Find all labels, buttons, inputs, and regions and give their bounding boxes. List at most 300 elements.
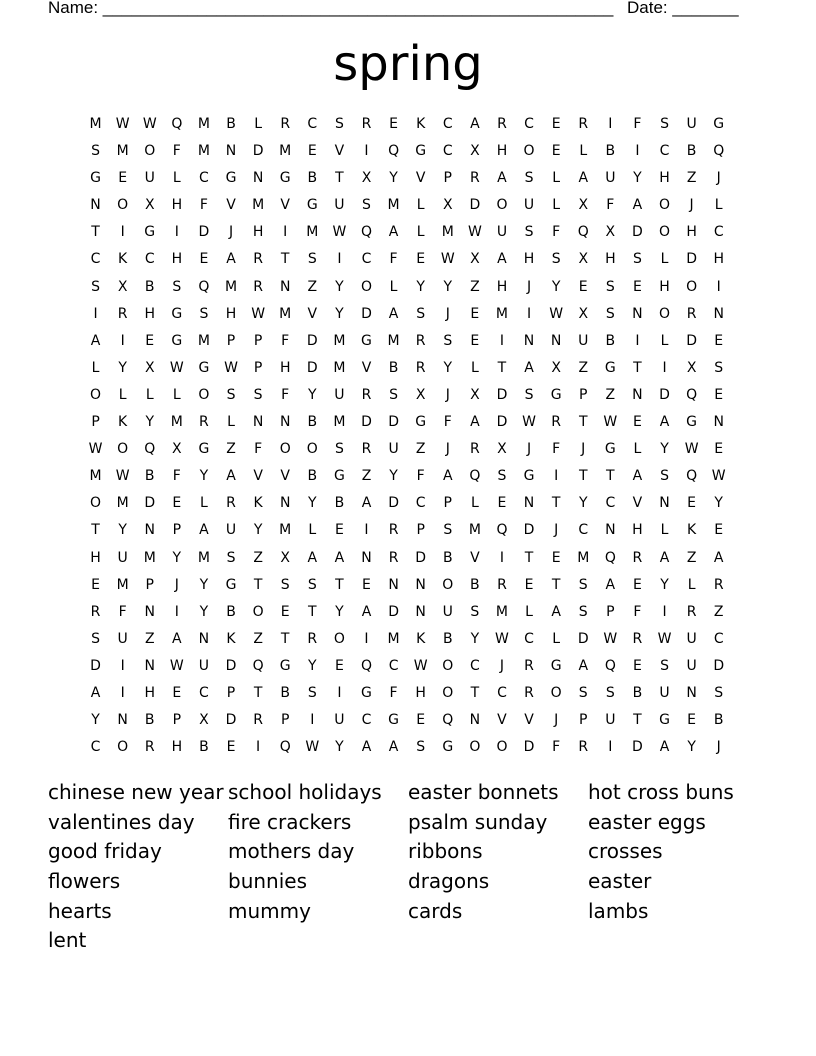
grid-cell: S xyxy=(443,332,453,349)
grid-cell: M xyxy=(333,414,346,431)
word-list-item: lent xyxy=(48,928,87,953)
grid-cell: E xyxy=(389,116,398,132)
grid-cell: A xyxy=(632,468,643,485)
grid-cell: U xyxy=(334,712,345,729)
grid-cell: Q xyxy=(604,657,616,674)
grid-cell: G xyxy=(279,657,291,674)
grid-cell: E xyxy=(226,739,236,756)
grid-cell: B xyxy=(280,684,290,701)
grid-cell: U xyxy=(496,224,508,241)
grid-cell: W xyxy=(467,224,482,241)
grid-cell: G xyxy=(550,657,562,674)
grid-cell: E xyxy=(416,251,426,268)
word-list-item: valentines day xyxy=(48,809,195,834)
grid-cell: L xyxy=(145,386,154,403)
grid-cell: F xyxy=(552,441,561,458)
grid-cell: E xyxy=(172,684,182,701)
grid-cell: D xyxy=(361,414,372,431)
grid-cell: C xyxy=(199,684,209,701)
grid-cell: M xyxy=(116,495,129,512)
grid-cell: N xyxy=(198,630,210,647)
grid-cell: A xyxy=(713,549,724,566)
grid-cell: E xyxy=(497,495,507,512)
grid-cell: Z xyxy=(415,441,426,458)
grid-cell: B xyxy=(144,278,155,295)
grid-cell: D xyxy=(361,305,372,322)
grid-cell: J xyxy=(526,278,532,295)
grid-cell: D xyxy=(388,603,399,620)
grid-cell: W xyxy=(603,630,618,647)
grid-cell: Y xyxy=(335,739,344,756)
grid-cell: F xyxy=(199,197,208,214)
grid-cell: Y xyxy=(335,305,344,322)
grid-cell: W xyxy=(224,359,238,376)
word-list-item: ribbons xyxy=(408,839,483,864)
word-list-item: cards xyxy=(408,898,463,923)
grid-cell: O xyxy=(117,441,129,458)
grid-cell: R xyxy=(686,305,697,322)
grid-cell: O xyxy=(686,278,698,295)
grid-cell: E xyxy=(714,386,724,403)
grid-cell: M xyxy=(116,143,129,160)
grid-cell: L xyxy=(416,224,425,241)
grid-cell: G xyxy=(225,576,237,593)
grid-cell: N xyxy=(117,712,128,729)
grid-cell: A xyxy=(497,251,507,268)
grid-cell: E xyxy=(280,603,290,620)
grid-cell: E xyxy=(687,495,697,512)
grid-cell: Y xyxy=(470,630,480,647)
grid-cell: S xyxy=(91,143,100,160)
grid-cell: P xyxy=(226,684,236,701)
word-list-item: psalm sunday xyxy=(408,809,548,834)
grid-cell: S xyxy=(605,305,615,322)
grid-cell: F xyxy=(633,116,642,132)
grid-cell: D xyxy=(523,739,535,756)
grid-cell: R xyxy=(307,630,318,647)
grid-cell: L xyxy=(552,170,561,187)
grid-cell: O xyxy=(360,278,372,295)
grid-cell: T xyxy=(280,630,290,647)
grid-cell: M xyxy=(306,224,319,241)
grid-cell: H xyxy=(171,251,183,268)
grid-cell: S xyxy=(334,441,344,458)
grid-cell: I xyxy=(635,332,640,349)
grid-cell: Y xyxy=(308,386,317,403)
grid-cell: I xyxy=(174,603,179,620)
grid-cell: A xyxy=(388,739,399,756)
grid-cell: Q xyxy=(388,143,400,160)
grid-cell: O xyxy=(659,224,671,241)
grid-cell: T xyxy=(470,684,480,701)
grid-cell: P xyxy=(579,386,588,403)
grid-cell: O xyxy=(442,684,454,701)
grid-cell: Q xyxy=(469,468,481,485)
grid-cell: L xyxy=(714,197,723,214)
grid-cell: N xyxy=(279,278,291,295)
grid-cell: W xyxy=(684,441,699,458)
grid-cell: E xyxy=(334,657,344,674)
grid-cell: K xyxy=(226,630,236,647)
grid-cell: W xyxy=(142,116,157,132)
grid-cell: B xyxy=(334,495,345,512)
grid-cell: K xyxy=(416,116,426,132)
grid-cell: A xyxy=(470,116,480,132)
grid-cell: U xyxy=(198,657,210,674)
grid-cell: N xyxy=(713,305,724,322)
grid-cell: U xyxy=(117,549,128,566)
grid-cell: R xyxy=(524,657,534,674)
grid-cell: J xyxy=(554,712,559,729)
grid-cell: L xyxy=(118,386,127,403)
grid-cell: Y xyxy=(172,549,182,566)
grid-cell: M xyxy=(143,549,156,566)
grid-cell: E xyxy=(687,712,697,729)
grid-cell: M xyxy=(197,332,210,349)
grid-cell: R xyxy=(686,603,697,620)
grid-cell: M xyxy=(333,332,346,349)
grid-cell: W xyxy=(88,441,103,458)
grid-cell: Q xyxy=(686,468,698,485)
grid-cell: A xyxy=(334,549,345,566)
grid-cell: D xyxy=(252,143,264,160)
grid-cell: B xyxy=(144,712,155,729)
grid-cell: S xyxy=(226,386,236,403)
grid-cell: D xyxy=(225,657,237,674)
grid-cell: G xyxy=(361,332,372,349)
grid-cell: A xyxy=(388,224,399,241)
grid-cell: S xyxy=(416,305,426,322)
grid-cell: E xyxy=(551,549,561,566)
grid-cell: L xyxy=(633,441,642,458)
grid-cell: U xyxy=(686,657,697,674)
grid-cell: A xyxy=(632,197,643,214)
grid-cell: L xyxy=(172,386,181,403)
grid-cell: P xyxy=(253,359,263,376)
grid-cell: L xyxy=(660,332,669,349)
grid-cell: O xyxy=(659,197,671,214)
grid-cell: M xyxy=(170,414,183,431)
grid-cell: S xyxy=(714,684,724,701)
grid-cell: T xyxy=(524,549,534,566)
grid-cell: A xyxy=(361,495,372,512)
grid-cell: B xyxy=(307,170,318,187)
grid-cell: N xyxy=(550,332,562,349)
grid-cell: Z xyxy=(253,630,263,647)
grid-cell: M xyxy=(224,278,238,295)
grid-cell: M xyxy=(279,522,292,539)
grid-cell: O xyxy=(279,441,291,458)
grid-cell: N xyxy=(713,414,724,431)
grid-cell: R xyxy=(361,386,372,403)
grid-cell: C xyxy=(199,170,209,187)
grid-cell: G xyxy=(415,414,427,431)
grid-cell: Y xyxy=(660,576,669,593)
grid-cell: C xyxy=(524,116,534,132)
grid-cell: R xyxy=(578,116,589,132)
grid-cell: S xyxy=(226,549,236,566)
grid-cell: F xyxy=(606,197,615,214)
grid-cell: C xyxy=(442,116,453,132)
grid-cell: N xyxy=(415,576,426,593)
grid-cell: G xyxy=(171,332,183,349)
grid-cell: J xyxy=(581,441,586,458)
grid-cell: S xyxy=(578,684,588,701)
grid-cell: X xyxy=(470,143,480,160)
grid-cell: C xyxy=(415,495,426,512)
grid-cell: M xyxy=(89,468,102,485)
grid-cell: A xyxy=(226,468,236,485)
grid-cell: Y xyxy=(91,712,100,729)
grid-cell: W xyxy=(495,630,509,647)
grid-cell: R xyxy=(199,414,209,431)
grid-cell: Y xyxy=(335,278,344,295)
grid-cell: D xyxy=(496,386,508,403)
grid-cell: P xyxy=(226,332,236,349)
grid-cell: R xyxy=(253,712,263,729)
grid-cell: J xyxy=(554,522,559,539)
grid-cell: R xyxy=(469,170,480,187)
grid-cell: U xyxy=(442,603,453,620)
grid-cell: S xyxy=(362,197,371,214)
grid-cell: G xyxy=(225,170,237,187)
grid-cell: M xyxy=(279,143,292,160)
grid-cell: H xyxy=(632,522,643,539)
grid-cell: Z xyxy=(686,170,697,187)
grid-cell: O xyxy=(523,143,535,160)
name-field[interactable]: Name: ______________________________________________________ xyxy=(48,0,614,17)
grid-cell: Q xyxy=(360,224,372,241)
grid-cell: I xyxy=(499,332,505,349)
grid-cell: P xyxy=(91,414,100,431)
date-field[interactable]: Date: _______ xyxy=(627,0,739,17)
grid-cell: E xyxy=(199,251,209,268)
grid-cell: B xyxy=(226,116,236,132)
grid-cell: J xyxy=(526,441,532,458)
grid-cell: E xyxy=(470,332,480,349)
grid-cell: F xyxy=(281,332,290,349)
grid-cell: F xyxy=(633,603,642,620)
grid-cell: J xyxy=(499,657,505,674)
grid-cell: Q xyxy=(252,657,264,674)
grid-cell: B xyxy=(226,603,236,620)
grid-cell: L xyxy=(389,278,398,295)
grid-cell: G xyxy=(604,441,616,458)
grid-cell: A xyxy=(605,576,616,593)
grid-cell: A xyxy=(659,549,670,566)
grid-cell: C xyxy=(713,224,724,241)
grid-cell: S xyxy=(253,386,263,403)
grid-cell: Y xyxy=(199,576,209,593)
grid-cell: D xyxy=(306,332,318,349)
grid-cell: D xyxy=(469,197,481,214)
grid-cell: F xyxy=(172,468,181,485)
word-list-item: mothers day xyxy=(228,839,355,864)
grid-cell: S xyxy=(389,386,399,403)
grid-cell: V xyxy=(307,305,318,322)
grid-cell: C xyxy=(307,116,318,132)
grid-cell: S xyxy=(524,224,534,241)
grid-cell: Z xyxy=(470,278,480,295)
grid-cell: X xyxy=(199,712,209,729)
grid-cell: E xyxy=(118,170,128,187)
grid-cell: R xyxy=(415,359,426,376)
word-list-item: bunnies xyxy=(228,869,308,894)
grid-cell: S xyxy=(660,468,669,485)
grid-cell: C xyxy=(713,630,724,647)
grid-cell: G xyxy=(388,712,399,729)
grid-cell: O xyxy=(442,657,454,674)
grid-cell: T xyxy=(253,576,263,593)
grid-cell: D xyxy=(144,495,156,512)
grid-cell: Y xyxy=(308,495,317,512)
grid-cell: S xyxy=(470,603,480,620)
grid-cell: G xyxy=(415,143,427,160)
grid-cell: U xyxy=(117,630,128,647)
grid-cell: H xyxy=(523,251,535,268)
grid-cell: R xyxy=(551,414,561,431)
grid-cell: N xyxy=(252,414,264,431)
grid-cell: S xyxy=(443,522,453,539)
grid-cell: I xyxy=(608,739,613,756)
grid-cell: T xyxy=(280,251,290,268)
grid-cell: S xyxy=(524,386,534,403)
grid-cell: E xyxy=(714,332,724,349)
grid-cell: V xyxy=(524,712,534,729)
grid-cell: I xyxy=(662,603,667,620)
grid-cell: I xyxy=(608,116,613,132)
grid-cell: G xyxy=(306,197,318,214)
grid-cell: N xyxy=(388,576,399,593)
grid-cell: S xyxy=(605,684,615,701)
grid-cell: A xyxy=(199,522,209,539)
grid-cell: X xyxy=(172,441,182,458)
grid-cell: R xyxy=(144,739,155,756)
grid-cell: F xyxy=(552,739,561,756)
grid-cell: Q xyxy=(713,143,725,160)
grid-cell: D xyxy=(659,386,670,403)
grid-cell: S xyxy=(632,251,642,268)
grid-cell: D xyxy=(713,657,725,674)
grid-cell: M xyxy=(279,305,292,322)
grid-cell: F xyxy=(443,414,452,431)
grid-cell: J xyxy=(716,170,721,187)
grid-cell: I xyxy=(174,224,179,241)
grid-cell: C xyxy=(144,251,155,268)
grid-cell: O xyxy=(442,576,454,593)
grid-cell: V xyxy=(361,359,372,376)
grid-cell: W xyxy=(115,116,130,132)
grid-cell: P xyxy=(280,712,290,729)
grid-cell: G xyxy=(550,386,562,403)
grid-cell: Q xyxy=(604,549,616,566)
grid-cell: Q xyxy=(360,657,372,674)
grid-cell: Z xyxy=(605,386,616,403)
grid-cell: S xyxy=(91,630,100,647)
grid-cell: C xyxy=(578,522,589,539)
grid-cell: Z xyxy=(578,359,589,376)
grid-cell: J xyxy=(689,197,694,214)
header-line xyxy=(48,0,739,19)
grid-cell: B xyxy=(388,359,399,376)
grid-cell: C xyxy=(442,143,453,160)
grid-cell: S xyxy=(416,739,426,756)
grid-cell: D xyxy=(198,224,210,241)
grid-cell: L xyxy=(416,197,425,214)
grid-cell: X xyxy=(578,305,589,322)
grid-cell: Y xyxy=(714,495,723,512)
grid-cell: F xyxy=(254,441,263,458)
grid-cell: O xyxy=(550,684,562,701)
grid-cell: W xyxy=(413,657,428,674)
grid-cell: R xyxy=(524,684,534,701)
grid-cell: G xyxy=(659,712,670,729)
grid-cell: F xyxy=(416,468,425,485)
grid-cell: V xyxy=(226,197,236,214)
grid-cell: L xyxy=(470,359,479,376)
grid-cell: L xyxy=(687,576,696,593)
grid-cell: U xyxy=(225,522,237,539)
grid-cell: Y xyxy=(308,657,317,674)
grid-cell: I xyxy=(364,522,369,539)
grid-cell: I xyxy=(662,359,667,376)
grid-cell: E xyxy=(416,712,426,729)
grid-cell: R xyxy=(388,522,399,539)
grid-cell: D xyxy=(523,522,535,539)
grid-cell: V xyxy=(280,197,290,214)
grid-cell: H xyxy=(496,278,508,295)
grid-cell: K xyxy=(118,251,128,268)
grid-cell: E xyxy=(470,305,480,322)
grid-cell: S xyxy=(497,468,507,485)
grid-cell: B xyxy=(686,143,697,160)
grid-cell: J xyxy=(716,739,721,756)
grid-cell: W xyxy=(549,305,564,322)
grid-cell: Z xyxy=(226,441,236,458)
grid-cell: I xyxy=(635,143,640,160)
grid-cell: R xyxy=(361,116,372,132)
grid-cell: A xyxy=(361,739,372,756)
grid-cell: T xyxy=(253,684,263,701)
grid-cell: Y xyxy=(416,278,425,295)
grid-cell: Y xyxy=(660,441,669,458)
grid-cell: U xyxy=(686,116,697,132)
grid-cell: L xyxy=(200,495,208,512)
word-list-item: flowers xyxy=(48,869,121,894)
grid-cell: R xyxy=(253,251,263,268)
grid-cell: H xyxy=(686,224,697,241)
grid-cell: E xyxy=(91,576,100,593)
grid-cell: V xyxy=(470,549,480,566)
word-list-item: easter bonnets xyxy=(408,780,559,804)
grid-cell: W xyxy=(169,359,184,376)
word-list-item: chinese new year xyxy=(48,780,224,804)
word-list xyxy=(48,778,768,956)
grid-cell: U xyxy=(388,441,399,458)
grid-cell: N xyxy=(686,684,697,701)
grid-cell: E xyxy=(334,522,344,539)
grid-cell: I xyxy=(283,224,288,241)
grid-cell: T xyxy=(606,468,615,485)
grid-cell: P xyxy=(172,712,182,729)
grid-cell: L xyxy=(227,414,235,431)
grid-cell: T xyxy=(578,414,588,431)
grid-cell: L xyxy=(172,170,181,187)
grid-cell: J xyxy=(228,224,234,241)
grid-cell: Z xyxy=(144,630,155,647)
grid-cell: L xyxy=(308,522,317,539)
grid-cell: Q xyxy=(496,522,508,539)
